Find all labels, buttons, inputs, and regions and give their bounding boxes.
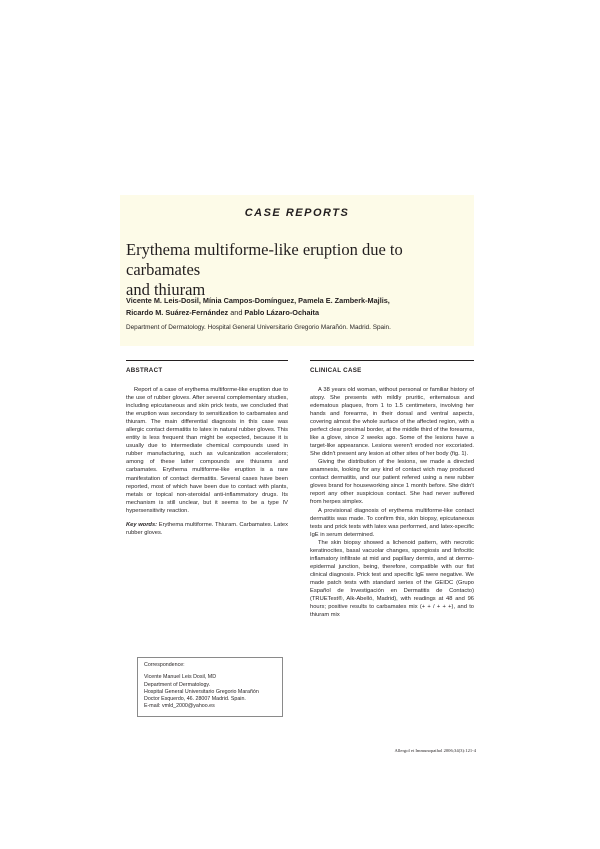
clinical-case-paragraph: The skin biopsy showed a lichenoid pattern, with necrotic keratinocites, basal vacuolar changes, spongiosis and linfocitic inflamatory infiltrate at mid and papillary dermis, and at dermo-epidermal junction, being, therefore, compatible with our fist clinical diagnosis. Prick test and specific IgE were negative. We made patch tests with standard series of the GEIDC (Grupo Español de Investigación en Dermatitis de Contacto) (TRUETest®, Alk-Abelló, Madrid), with readings at 48 and 96 hours; positive results to carbamates mix (+ + / + + +), and to thiuram mix <box>310 539 474 619</box>
title-line-1: Erythema multiforme-like eruption due to carbamates <box>126 240 403 279</box>
title-line-2: and thiuram <box>126 280 206 299</box>
keywords <box>126 521 288 537</box>
correspondence-label: Correspondence: <box>144 662 185 668</box>
authors-and: and <box>228 307 245 317</box>
correspondence-box <box>137 657 283 717</box>
clinical-case-body <box>310 386 474 619</box>
authors <box>126 295 466 318</box>
clinical-case-paragraph: A provisional diagnosis of erythema multiforme-like contact dermatitis was made. To confirm this, skin biopsy, epicutaneous tests and prick tests with latex was performed, and latex-specific IgE in serum determined. <box>310 507 474 538</box>
abstract-column <box>126 360 288 537</box>
correspondence-line: Vicente Manuel Leis Dosil, MD <box>144 674 217 681</box>
authors-line-2 <box>126 307 466 319</box>
clinical-case-top-rule <box>310 360 474 361</box>
correspondence-email: E-mail: vmld_2000@yahoo.es <box>144 703 215 710</box>
authors-line-1: Vicente M. Leis-Dosil, Mínia Campos-Domínguez, Pamela E. Zamberk-Majlis, <box>126 296 390 305</box>
correspondence-line: Doctor Esquerdo, 46. 28007 Madrid. Spain. <box>144 696 246 703</box>
section-label: CASE REPORTS <box>244 207 350 219</box>
abstract-heading: ABSTRACT <box>126 367 163 374</box>
correspondence-line: Hospital General Universitario Gregorio Marañón <box>144 688 259 695</box>
author-lazaro: Pablo Lázaro-Ochaita <box>244 307 320 317</box>
journal-citation: Allergol et Immunopathol 2006;34(3):121-4 <box>394 748 476 753</box>
clinical-case-paragraph: A 38 years old woman, without personal or familiar history of atopy. She presents with mildly pruritic, eritematous and edematous plaques, from 1 to 1.5 centimeters, involving her hands and forearms, in their dorsal and ventral aspects, covering almost the whole surface of the affected region, with a perfect clear proximal border, at the middle third of the forearms, like a glove, since 2 weeks ago. Some of the lesions have a target-like appearance. Lesions weren't eroded nor excoriated. She didn't present any lesion at other sites of her body (fig. 1). <box>310 386 474 458</box>
clinical-case-column <box>310 360 474 619</box>
abstract-top-rule <box>126 360 288 361</box>
article-title <box>126 240 466 300</box>
abstract-text: Report of a case of erythema multiforme-like eruption due to the use of rubber gloves. After several complementary studies, including epicutaneous and skin prick tests, we concluded that the eruption was secondary to sensitization to carbamates and thiuram. The main differential diagnosis in this case was allergic contact dermatitis to latex in natural rubber gloves. This entity is less frequent than might be expected, because it is usually due to intermediate chemical compounds used in rubber manufacturing, such as vulcanization accelerators; among of these latter compounds are thiurams and carbamates. Erythema multiforme-like eruption is a rare manifestation of contact dermatitis. Several cases have been reported, most of which have been due to contact with plants, metals or topical non-steroidal anti-inflammatory drugs. Its mechanism is still unclear, but it seems to be a type IV hypersensitivity reaction. <box>126 387 288 514</box>
keywords-label: Key words: <box>126 521 158 528</box>
clinical-case-heading: CLINICAL CASE <box>310 366 362 374</box>
clinical-case-paragraph: Giving the distribution of the lesions, we made a directed anamnesis, looking for any kind of contact wich may produced contact dermatitis, and our patient refered using a new rubber gloves brand for houseworking since 1 month before. She didn't report any other suspicious contact. She had never suffered from herpes simplex. <box>310 459 474 506</box>
author-suarez: Ricardo M. Suárez-Fernández <box>126 307 229 317</box>
affiliation: Department of Dermatology. Hospital General Universitario Gregorio Marañón. Madrid. Spain. <box>126 324 391 331</box>
correspondence-line: Department of Dermatology. <box>144 681 211 688</box>
keywords-text: Erythema multiforme. Thiuram. Carbamates. Latex rubber gloves. <box>126 521 288 536</box>
